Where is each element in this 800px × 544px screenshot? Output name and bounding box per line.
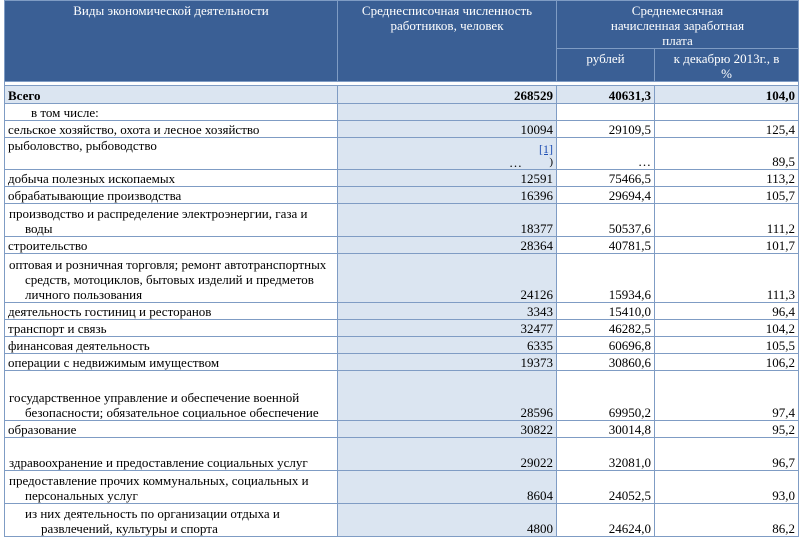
row-count: 18377 (338, 204, 557, 237)
row-pct: 104,0 (655, 86, 799, 104)
row-pct: 106,2 (655, 354, 799, 371)
row-label: производство и распределение электроэнергии, газа и воды (5, 204, 338, 237)
row-rub: 15934,6 (557, 254, 655, 303)
header-activity: Виды экономической деятельности (5, 1, 338, 82)
row-count: 28364 (338, 237, 557, 254)
row-count: 12591 (338, 170, 557, 187)
table-row (5, 170, 799, 187)
table-row (5, 438, 799, 471)
row-count: 3343 (338, 303, 557, 320)
row-rub: … (557, 138, 655, 170)
table-row (5, 471, 799, 504)
row-count: 30822 (338, 421, 557, 438)
row-pct: 89,5 (655, 138, 799, 170)
salary-table (4, 0, 799, 537)
row-pct: 96,7 (655, 438, 799, 471)
table-row (5, 237, 799, 254)
row-pct: 97,4 (655, 371, 799, 421)
row-rub: 46282,5 (557, 320, 655, 337)
row-rub: 29694,4 (557, 187, 655, 204)
row-rub: 50537,6 (557, 204, 655, 237)
table-row (5, 104, 799, 121)
table-row-total (5, 86, 799, 104)
table-row (5, 254, 799, 303)
table-row (5, 421, 799, 438)
row-pct: 105,5 (655, 337, 799, 354)
row-pct: 93,0 (655, 471, 799, 504)
table-row (5, 371, 799, 421)
table-row (5, 320, 799, 337)
table-row (5, 187, 799, 204)
row-rub: 75466,5 (557, 170, 655, 187)
row-label: образование (5, 421, 338, 438)
header-salary-group: Среднемесячная начисленная заработная плата (557, 1, 799, 49)
row-pct: 111,3 (655, 254, 799, 303)
row-label: деятельность гостиниц и ресторанов (5, 303, 338, 320)
row-label: обрабатывающие производства (5, 187, 338, 204)
row-count: 24126 (338, 254, 557, 303)
row-rub: 24624,0 (557, 504, 655, 537)
table-row (5, 204, 799, 237)
row-pct: 95,2 (655, 421, 799, 438)
row-count: 10094 (338, 121, 557, 138)
row-rub (557, 104, 655, 121)
row-label: финансовая деятельность (5, 337, 338, 354)
row-label: здравоохранение и предоставление социальных услуг (5, 438, 338, 471)
row-pct: 125,4 (655, 121, 799, 138)
row-count: 32477 (338, 320, 557, 337)
row-count: 4800 (338, 504, 557, 537)
row-pct: 105,7 (655, 187, 799, 204)
table-row (5, 138, 799, 170)
table-row (5, 303, 799, 320)
row-label: Всего (5, 86, 338, 104)
row-count: … (509, 155, 522, 170)
row-count: 19373 (338, 354, 557, 371)
row-label: рыболовство, рыбоводство (5, 138, 338, 170)
row-count: 6335 (338, 337, 557, 354)
footnote-link[interactable]: [1] (539, 142, 553, 156)
header-row-1 (5, 1, 799, 49)
row-pct: 113,2 (655, 170, 799, 187)
row-count (338, 104, 557, 121)
row-label: предоставление прочих коммунальных, социальных и персональных услуг (5, 471, 338, 504)
row-label: государственное управление и обеспечение военной безопасности; обязательное социальное обеспечение (5, 371, 338, 421)
row-rub: 69950,2 (557, 371, 655, 421)
row-count: 16396 (338, 187, 557, 204)
row-count: 8604 (338, 471, 557, 504)
row-rub: 30860,6 (557, 354, 655, 371)
table-row (5, 504, 799, 537)
row-rub: 30014,8 (557, 421, 655, 438)
row-label: операции с недвижимым имуществом (5, 354, 338, 371)
row-pct: 111,2 (655, 204, 799, 237)
header-pct: к декабрю 2013г., в % (655, 49, 799, 82)
row-pct: 104,2 (655, 320, 799, 337)
table-row (5, 121, 799, 138)
row-count: 268529 (338, 86, 557, 104)
table-row (5, 337, 799, 354)
row-label: строительство (5, 237, 338, 254)
row-label: транспорт и связь (5, 320, 338, 337)
row-pct: 86,2 (655, 504, 799, 537)
row-label: добыча полезных ископаемых (5, 170, 338, 187)
row-label: сельское хозяйство, охота и лесное хозяйство (5, 121, 338, 138)
header-rub: рублей (557, 49, 655, 82)
row-count: 28596 (338, 371, 557, 421)
row-count-cell (338, 138, 557, 170)
row-pct (655, 104, 799, 121)
row-rub: 40631,3 (557, 86, 655, 104)
header-headcount: Среднесписочная численность работников, человек (338, 1, 557, 82)
row-rub: 32081,0 (557, 438, 655, 471)
row-pct: 96,4 (655, 303, 799, 320)
footnote-paren: ) (549, 156, 553, 168)
row-label: оптовая и розничная торговля; ремонт автотранспортных средств, мотоциклов, бытовых изделий и предметов личного пользования (5, 254, 338, 303)
row-label: в том числе: (5, 104, 338, 121)
row-rub: 60696,8 (557, 337, 655, 354)
row-rub: 15410,0 (557, 303, 655, 320)
row-rub: 29109,5 (557, 121, 655, 138)
row-pct: 101,7 (655, 237, 799, 254)
table-row (5, 354, 799, 371)
row-count: 29022 (338, 438, 557, 471)
row-rub: 24052,5 (557, 471, 655, 504)
row-label: из них деятельность по организации отдыха и развлечений, культуры и спорта (5, 504, 338, 537)
row-rub: 40781,5 (557, 237, 655, 254)
